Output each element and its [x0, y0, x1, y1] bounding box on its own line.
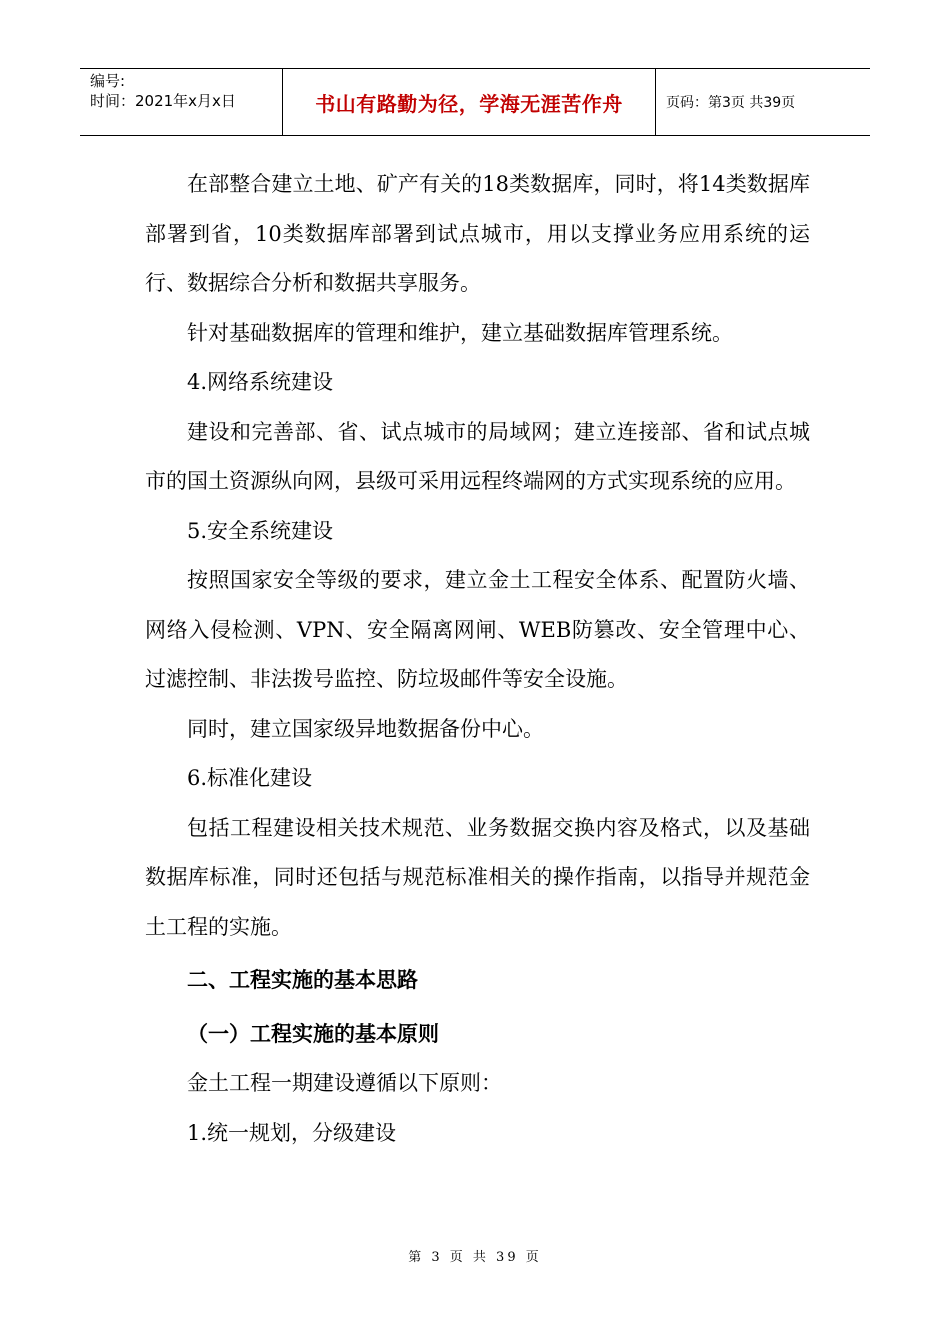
header-number-label: 编号:	[90, 72, 126, 90]
paragraph-backup: 同时，建立国家级异地数据备份中心。	[187, 716, 544, 741]
header-time-label: 时间：2021年x月x日	[90, 92, 236, 110]
page-footer: 第 3 页 共 39 页	[408, 1250, 542, 1265]
document-body	[145, 160, 810, 1158]
paragraph-db-management: 针对基础数据库的管理和维护，建立基础数据库管理系统。	[187, 320, 733, 345]
page-header	[80, 68, 870, 136]
heading-network: 4.网络系统建设	[187, 370, 334, 394]
paragraph-standardization: 包括工程建设相关技术规范、业务数据交换内容及格式，以及基础数据库标准，同时还包括与规范标准相关的操作指南，以指导并规范金土工程的实施。	[145, 815, 810, 939]
header-meta	[80, 69, 282, 135]
paragraph-principles-intro: 金土工程一期建设遵循以下原则：	[187, 1071, 502, 1095]
paragraph-security: 按照国家安全等级的要求，建立金土工程安全体系、配置防火墙、网络入侵检测、VPN、安全隔离网闸、WEB防篡改、安全管理中心、过滤控制、非法拨号监控、防垃圾邮件等安全设施。	[145, 568, 810, 691]
header-motto: 书山有路勤为径，学海无涯苦作舟	[282, 69, 656, 135]
heading-security: 5.安全系统建设	[187, 518, 334, 543]
section-heading-approach: 二、工程实施的基本思路	[187, 968, 418, 992]
paragraph-databases: 在部整合建立土地、矿产有关的18类数据库，同时，将14类数据库部署到省，10类数据库部署到试点城市，用以支撑业务应用系统的运行、数据综合分析和数据共享服务。	[145, 172, 810, 295]
heading-standardization: 6.标准化建设	[187, 766, 313, 790]
paragraph-network: 建设和完善部、省、试点城市的局域网；建立连接部、省和试点城市的国土资源纵向网，县级可采用远程终端网的方式实现系统的应用。	[145, 419, 810, 493]
header-page-code: 页码：第3页 共39页	[666, 95, 796, 111]
subsection-heading-principles: （一）工程实施的基本原则	[187, 1021, 439, 1046]
principle-item-1: 1.统一规划，分级建设	[187, 1120, 397, 1145]
